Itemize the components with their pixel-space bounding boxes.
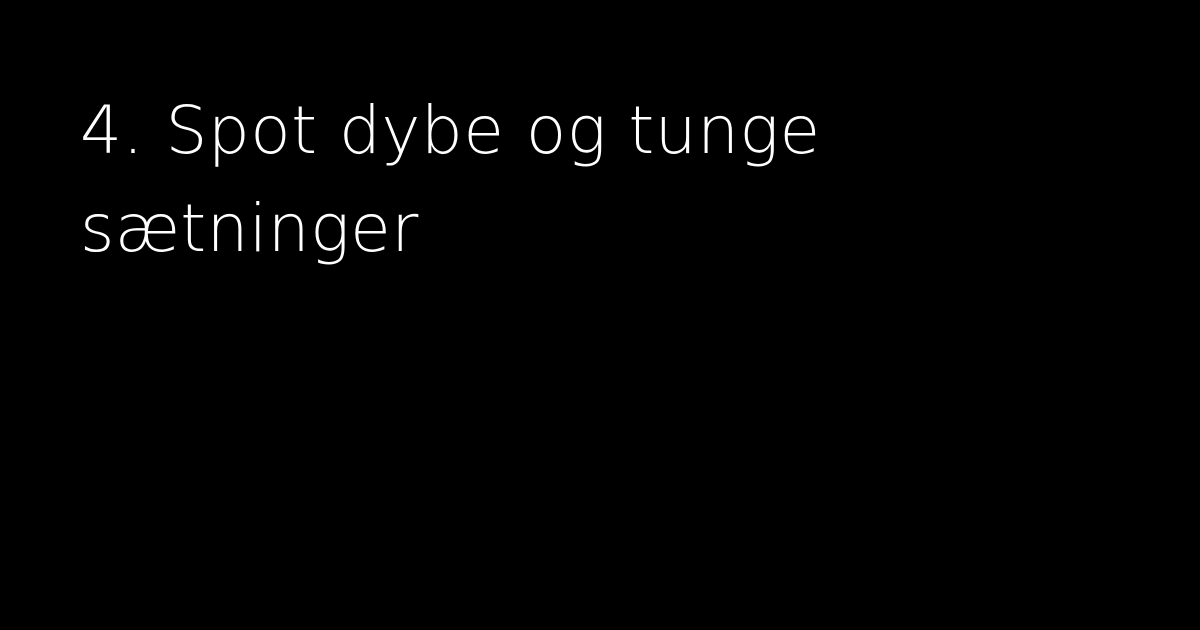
slide-title: 4. Spot dybe og tunge sætninger	[80, 92, 821, 267]
